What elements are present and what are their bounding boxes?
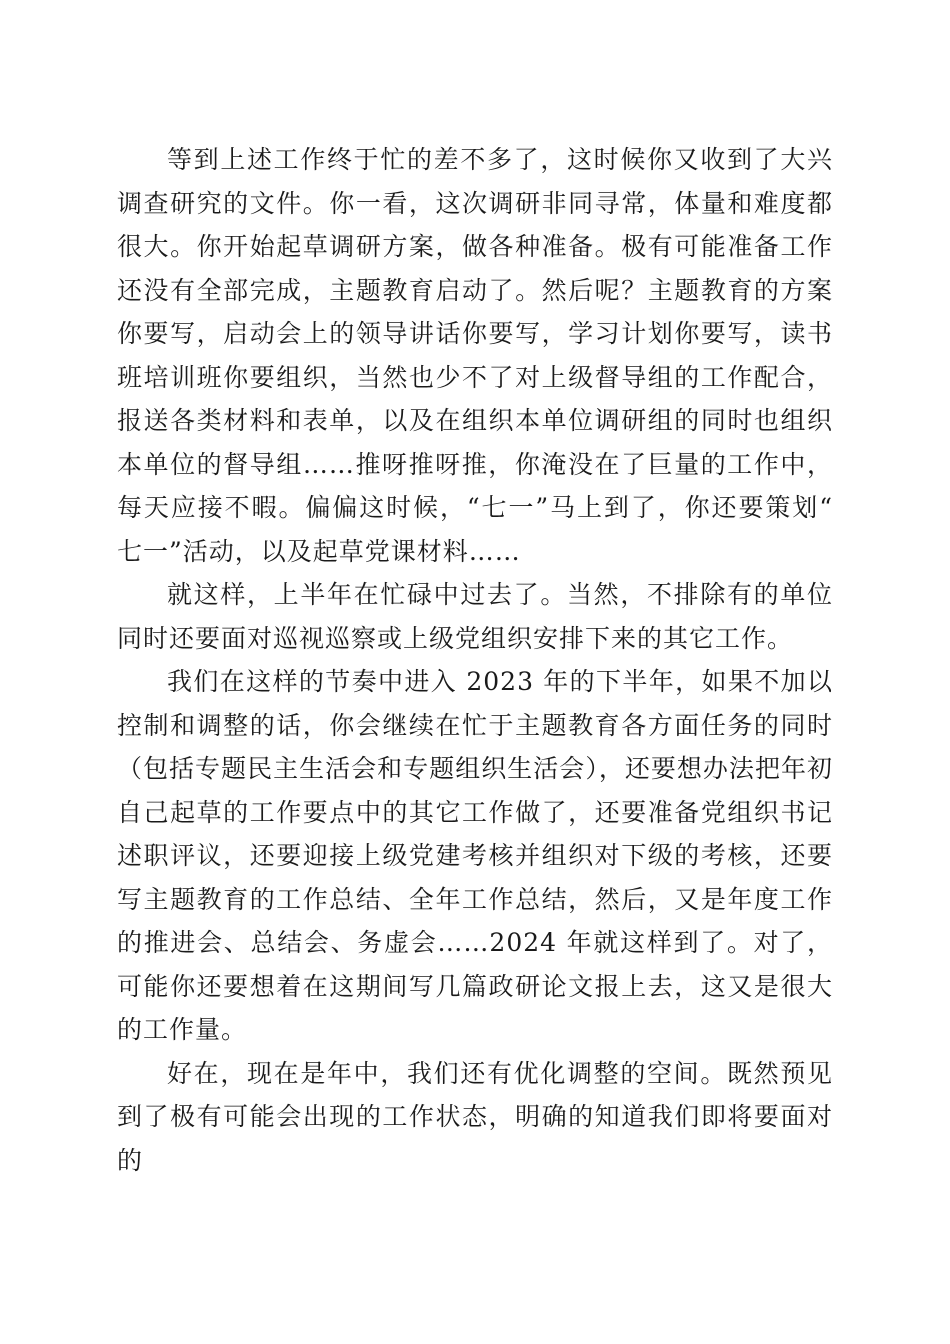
paragraph-3: 我们在这样的节奏中进入 2023 年的下半年，如果不加以控制和调整的话，你会继续在忙于主题教育各方面任务的同时（包括专题民主生活会和专题组织生活会），还要想办法把年初自己起草的工作要点中的其它工作做了，还要准备党组织书记述职评议，还要迎接上级党建考核并组织对下级的考核，还要写主题教育的工作总结、全年工作总结，然后，又是年度工作的推进会、总结会、务虚会……2024 年就这样到了。对了，可能你还要想着在这期间写几篇政研论文报上去，这又是很大的工作量。	[117, 667, 833, 1044]
paragraph-1: 等到上述工作终于忙的差不多了，这时候你又收到了大兴调查研究的文件。你一看，这次调研非同寻常，体量和难度都很大。你开始起草调研方案，做各种准备。极有可能准备工作还没有全部完成，主题教育启动了。然后呢？主题教育的方案你要写，启动会上的领导讲话你要写，学习计划你要写，读书班培训班你要组织，当然也少不了对上级督导组的工作配合，报送各类材料和表单，以及在组织本单位调研组的同时也组织本单位的督导组……推呀推呀推，你淹没在了巨量的工作中，每天应接不暇。偏偏这时候，“七一”马上到了，你还要策划“七一”活动，以及起草党课材料……	[117, 145, 833, 566]
document-body	[117, 138, 833, 1182]
paragraph-4: 好在，现在是年中，我们还有优化调整的空间。既然预见到了极有可能会出现的工作状态，明确的知道我们即将要面对的	[117, 1058, 833, 1175]
paragraph-2: 就这样，上半年在忙碌中过去了。当然，不排除有的单位同时还要面对巡视巡察或上级党组织安排下来的其它工作。	[117, 580, 833, 653]
